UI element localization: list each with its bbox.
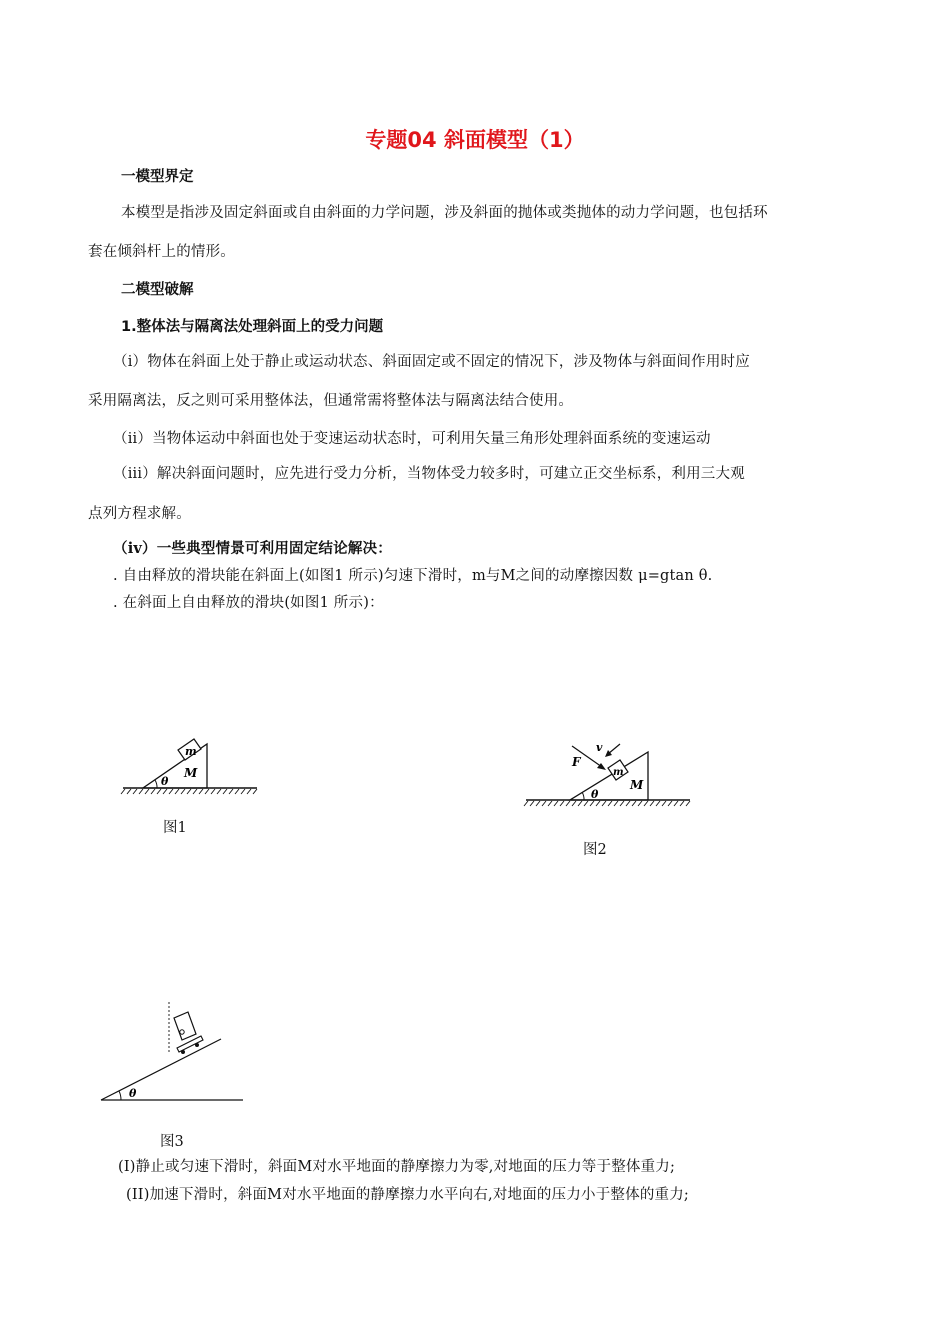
label-theta: θ bbox=[129, 1087, 137, 1100]
definition-paragraph-line2: 套在倾斜杆上的情形。 bbox=[88, 244, 235, 260]
point-iv: （iv）一些典型情景可利用固定结论解决： bbox=[113, 540, 392, 557]
section-heading-solution: 二模型破解 bbox=[121, 282, 194, 298]
section-heading-definition: 一模型界定 bbox=[121, 169, 194, 185]
figure-2-diagram bbox=[520, 740, 700, 815]
point-i-line2: 采用隔离法，反之则可采用整体法，但通常需将整体法与隔离法结合使用。 bbox=[88, 393, 574, 409]
page-title: 专题04 斜面模型（1） bbox=[365, 128, 585, 152]
conclusion-accelerating: (II)加速下滑时，斜面M对水平地面的静摩擦力水平向右,对地面的压力小于整体的重力; bbox=[126, 1187, 690, 1203]
figure-1-caption: 图1 bbox=[163, 820, 187, 836]
hanging-box bbox=[174, 1012, 196, 1040]
label-m: m bbox=[613, 767, 624, 778]
label-m: m bbox=[185, 745, 197, 758]
bullet-free-release: . 在斜面上自由释放的滑块(如图1 所示)： bbox=[113, 595, 384, 611]
point-iii-line2: 点列方程求解。 bbox=[88, 506, 191, 522]
bullet-uniform-slide: . 自由释放的滑块能在斜面上(如图1 所示)匀速下滑时，m与M之间的动摩擦因数 μ=gtan θ. bbox=[113, 568, 713, 584]
incline-rod bbox=[101, 1039, 221, 1100]
point-ii: （ii）当物体运动中斜面也处于变速运动状态时，可利用矢量三角形处理斜面系统的变速运动 bbox=[113, 431, 711, 447]
definition-paragraph-line1: 本模型是指涉及固定斜面或自由斜面的力学问题，涉及斜面的抛体或类抛体的动力学问题，也包括环 bbox=[121, 205, 768, 221]
figure-3-caption: 图3 bbox=[160, 1134, 184, 1150]
incline-wedge bbox=[570, 752, 648, 800]
label-M: M bbox=[184, 766, 198, 780]
figure-2-caption: 图2 bbox=[583, 842, 607, 858]
subheading-whole-isolation: 1.整体法与隔离法处理斜面上的受力问题 bbox=[121, 319, 384, 335]
point-i-line1: （i）物体在斜面上处于静止或运动状态、斜面固定或不固定的情况下，涉及物体与斜面间作用时应 bbox=[113, 354, 750, 370]
label-theta: θ bbox=[591, 788, 599, 801]
figure-1-diagram bbox=[115, 730, 265, 800]
point-iii-line1: （iii）解决斜面问题时，应先进行受力分析，当物体受力较多时，可建立正交坐标系，利用三大观 bbox=[113, 466, 745, 482]
label-F: F bbox=[572, 755, 581, 769]
figure-3-diagram bbox=[95, 998, 250, 1108]
label-v: v bbox=[596, 741, 603, 754]
label-theta: θ bbox=[161, 775, 169, 788]
conclusion-static: (I)静止或匀速下滑时，斜面M对水平地面的静摩擦力为零,对地面的压力等于整体重力; bbox=[118, 1159, 676, 1175]
label-M: M bbox=[630, 778, 644, 792]
